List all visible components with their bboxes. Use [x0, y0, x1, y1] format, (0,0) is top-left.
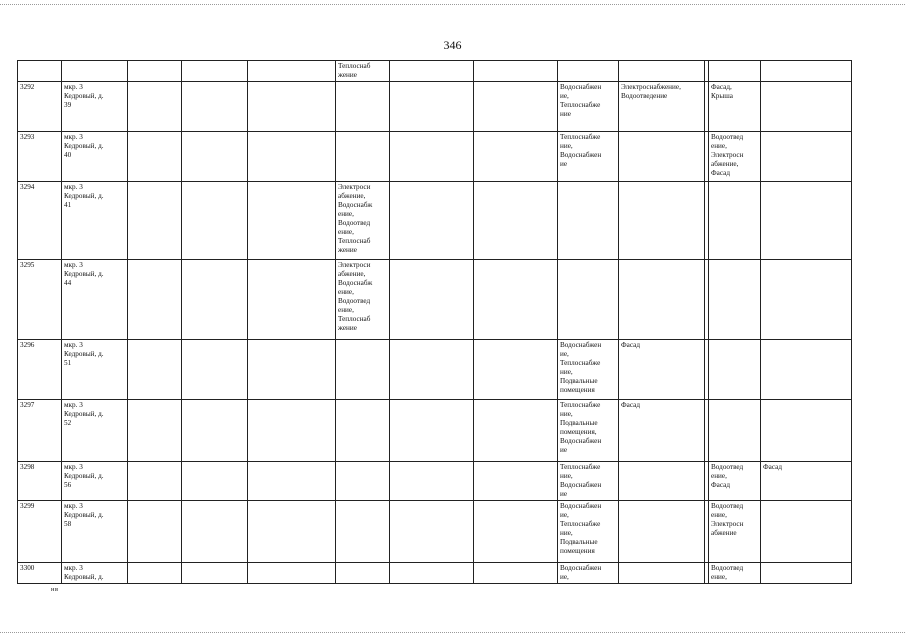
table-cell — [761, 82, 852, 132]
table-cell — [619, 182, 705, 260]
table-cell — [248, 501, 336, 563]
table-cell — [128, 340, 182, 400]
row-number-cell: 3296 — [18, 340, 62, 400]
table-cell — [248, 61, 336, 82]
table-cell — [558, 61, 619, 82]
table-cell — [474, 501, 558, 563]
table-cell: Электроси абжение, Водоснабж ение, Водоотвед ение, Теплоснаб жение — [336, 260, 390, 340]
table-cell — [390, 563, 474, 584]
table-cell — [390, 132, 474, 182]
table-cell: Фасад — [619, 340, 705, 400]
table-cell — [619, 501, 705, 563]
address-cell: мкр. 3 Кедровый, д. 56 — [62, 462, 128, 501]
scan-edge-bottom — [0, 632, 905, 633]
table-cell: Водоотвед ение, Электросн абжение — [709, 501, 761, 563]
table-cell — [390, 501, 474, 563]
table-cell — [182, 501, 248, 563]
row-number-cell: 3293 — [18, 132, 62, 182]
table-cell — [128, 462, 182, 501]
table-cell — [182, 182, 248, 260]
table-cell — [336, 82, 390, 132]
table-cell — [390, 82, 474, 132]
table-cell: Фасад, Крыша — [709, 82, 761, 132]
table-cell — [390, 260, 474, 340]
table-cell — [558, 182, 619, 260]
table-cell — [619, 462, 705, 501]
table-cell: Электроси абжение, Водоснабж ение, Водоотвед ение, Теплоснаб жение — [336, 182, 390, 260]
table-cell — [474, 400, 558, 462]
table-cell — [474, 340, 558, 400]
table-cell — [619, 563, 705, 584]
scan-edge-top — [0, 4, 905, 5]
table-cell — [248, 260, 336, 340]
table-row — [18, 501, 852, 563]
address-cell: мкр. 3 Кедровый, д. 58 — [62, 501, 128, 563]
table-cell — [182, 82, 248, 132]
address-cell: мкр. 3 Кедровый, д. 44 — [62, 260, 128, 340]
table-cell — [336, 340, 390, 400]
table-cell — [558, 260, 619, 340]
table-cell — [248, 182, 336, 260]
footer-mark: нв — [51, 586, 59, 593]
table-cell: Теплоснаб жение — [336, 61, 390, 82]
table-row — [18, 563, 852, 584]
table-header-row — [18, 61, 852, 82]
table-cell — [248, 400, 336, 462]
table-cell — [761, 61, 852, 82]
table-cell — [336, 563, 390, 584]
table-cell: Теплоснабже ние, Водоснабжен ие — [558, 132, 619, 182]
table-cell — [182, 563, 248, 584]
row-number-cell: 3294 — [18, 182, 62, 260]
table-cell — [182, 462, 248, 501]
table-cell — [128, 182, 182, 260]
table-cell — [619, 260, 705, 340]
address-cell: мкр. 3 Кедровый, д. 41 — [62, 182, 128, 260]
page-number: 346 — [443, 38, 462, 52]
table-cell: Водоотвед ение, Электросн абжение, Фасад — [709, 132, 761, 182]
table-cell: Водоснабжен ие, Теплоснабже ние, Подвальные помещения — [558, 340, 619, 400]
table-row — [18, 400, 852, 462]
table-cell — [128, 563, 182, 584]
table-cell — [128, 82, 182, 132]
table-cell — [182, 400, 248, 462]
table-cell — [761, 340, 852, 400]
table-cell — [128, 61, 182, 82]
table-row — [18, 82, 852, 132]
address-cell: мкр. 3 Кедровый, д. — [62, 563, 128, 584]
table-cell — [128, 501, 182, 563]
row-number-cell: 3299 — [18, 501, 62, 563]
table-cell — [709, 400, 761, 462]
table-row — [18, 132, 852, 182]
table-cell — [248, 462, 336, 501]
table-cell — [182, 340, 248, 400]
table-cell — [248, 340, 336, 400]
repair-works-table — [17, 60, 852, 584]
table-cell — [761, 400, 852, 462]
address-cell: мкр. 3 Кедровый, д. 39 — [62, 82, 128, 132]
table-cell: Фасад — [761, 462, 852, 501]
address-cell: мкр. 3 Кедровый, д. 40 — [62, 132, 128, 182]
table-cell — [761, 132, 852, 182]
table-cell — [336, 132, 390, 182]
table-cell — [336, 400, 390, 462]
table-cell: Водоснабжен ие, — [558, 563, 619, 584]
row-number-cell: 3300 — [18, 563, 62, 584]
table-cell — [336, 501, 390, 563]
row-number-cell: 3297 — [18, 400, 62, 462]
table-cell — [336, 462, 390, 501]
table-cell — [248, 82, 336, 132]
table-cell: Теплоснабже ние, Подвальные помещения, Водоснабжен ие — [558, 400, 619, 462]
table-cell: Водоснабжен ие, Теплоснабже ние — [558, 82, 619, 132]
table-cell — [619, 132, 705, 182]
table-cell — [474, 462, 558, 501]
table-cell — [390, 182, 474, 260]
table-cell — [761, 563, 852, 584]
table-cell — [474, 132, 558, 182]
table-cell — [761, 260, 852, 340]
table-cell — [182, 260, 248, 340]
table-cell — [128, 400, 182, 462]
table-cell: Водоотвед ение, — [709, 563, 761, 584]
table-cell — [709, 61, 761, 82]
table-cell — [390, 462, 474, 501]
table-cell — [709, 260, 761, 340]
table-cell: Электроснабжение, Водоотведение — [619, 82, 705, 132]
address-cell: мкр. 3 Кедровый, д. 51 — [62, 340, 128, 400]
table-cell — [474, 563, 558, 584]
table-cell — [390, 61, 474, 82]
table-cell — [474, 82, 558, 132]
table-cell: Фасад — [619, 400, 705, 462]
table-cell: Водоснабжен ие, Теплоснабже ние, Подвальные помещения — [558, 501, 619, 563]
table-cell — [248, 563, 336, 584]
address-cell: мкр. 3 Кедровый, д. 52 — [62, 400, 128, 462]
table-cell: Водоотвед ение, Фасад — [709, 462, 761, 501]
table-cell — [182, 61, 248, 82]
table-row — [18, 260, 852, 340]
table-cell — [128, 132, 182, 182]
table-row — [18, 462, 852, 501]
table-cell — [761, 501, 852, 563]
table-cell — [182, 132, 248, 182]
table-cell — [761, 182, 852, 260]
row-number-cell — [18, 61, 62, 82]
table-cell — [474, 260, 558, 340]
table-cell — [248, 132, 336, 182]
address-cell — [62, 61, 128, 82]
row-number-cell: 3298 — [18, 462, 62, 501]
table-cell — [390, 340, 474, 400]
row-number-cell: 3295 — [18, 260, 62, 340]
table-cell — [709, 340, 761, 400]
table-cell: Теплоснабже ние, Водоснабжен ие — [558, 462, 619, 501]
table-cell — [474, 182, 558, 260]
table-row — [18, 340, 852, 400]
table-cell — [709, 182, 761, 260]
table-cell — [390, 400, 474, 462]
table-cell — [619, 61, 705, 82]
table-cell — [128, 260, 182, 340]
row-number-cell: 3292 — [18, 82, 62, 132]
table-cell — [474, 61, 558, 82]
table-row — [18, 182, 852, 260]
table-body — [18, 61, 852, 584]
